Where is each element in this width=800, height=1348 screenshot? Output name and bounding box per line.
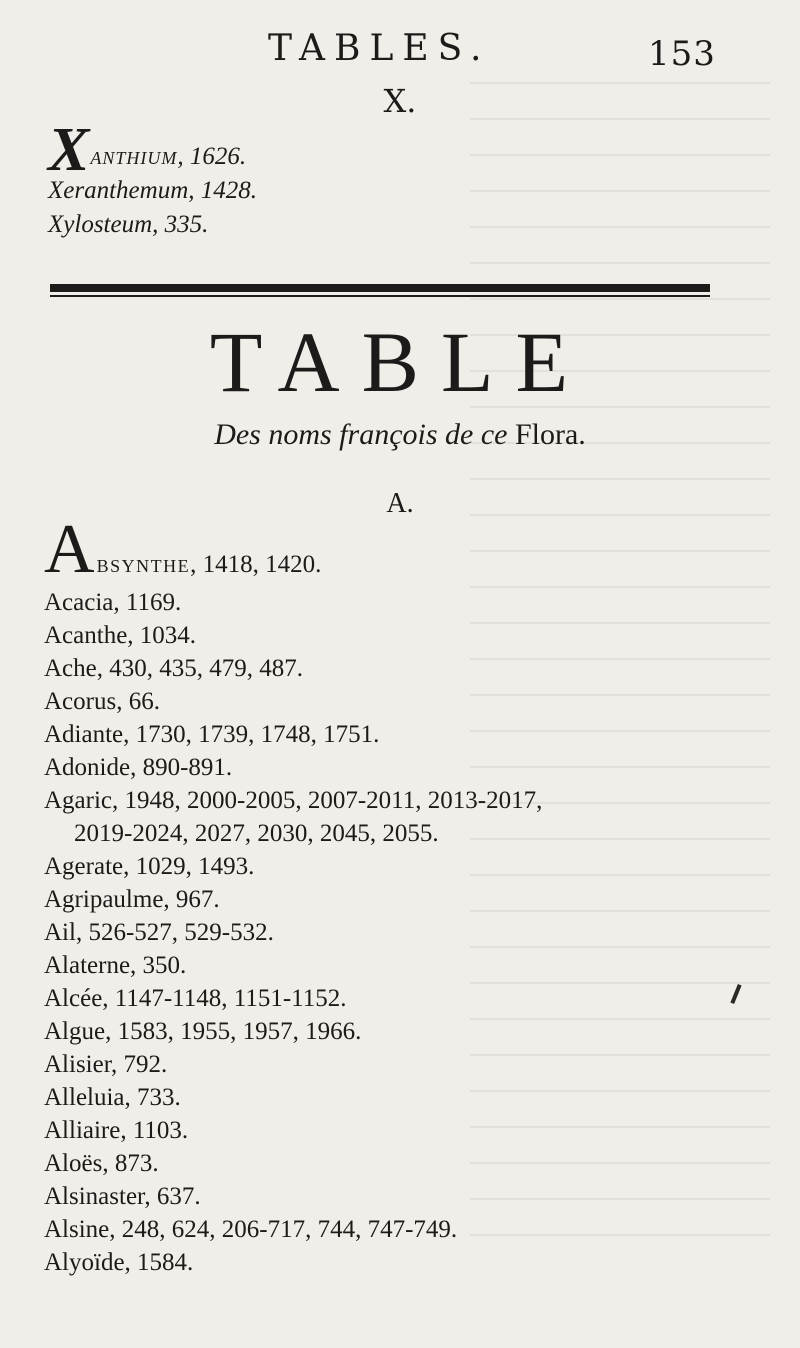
entry-refs: , 1428. [188, 177, 257, 204]
list-item: Alliaire, 1103. [44, 1117, 189, 1144]
list-item: Agerate, 1029, 1493. [44, 853, 255, 880]
list-item: Acacia, 1169. [44, 589, 182, 616]
entry-name: Xylosteum [48, 211, 153, 238]
list-item: Ail, 526-527, 529-532. [44, 919, 274, 946]
x-entry [48, 174, 257, 208]
list-item: Adonide, 890-891. [44, 754, 233, 781]
table-title: TABLE [209, 314, 591, 410]
list-item: Adiante, 1730, 1739, 1748, 1751. [44, 721, 380, 748]
entry-name: Xeranthemum [48, 177, 189, 204]
list-item: Alsine, 248, 624, 206-717, 744, 747-749. [44, 1216, 458, 1243]
entry-refs: , 335. [152, 211, 209, 238]
list-item: Algue, 1583, 1955, 1957, 1966. [44, 1018, 362, 1045]
entry-refs: , 1418, 1420. [190, 551, 322, 578]
list-item: Alcée, 1147-1148, 1151-1152. [44, 985, 347, 1012]
list-item-continuation: 2019-2024, 2027, 2030, 2045, 2055. [74, 820, 439, 847]
drop-cap: X [48, 116, 90, 184]
x-entry [48, 208, 257, 242]
list-item: Agripaulme, 967. [44, 886, 220, 913]
x-entry [48, 116, 257, 184]
list-item: Alyoïde, 1584. [44, 1249, 194, 1276]
table-subtitle [0, 418, 800, 452]
list-item [44, 511, 764, 588]
double-rule-divider [50, 284, 710, 298]
page-number: 153 [648, 34, 716, 74]
list-item: Alisier, 792. [44, 1051, 168, 1078]
entry-name: anthium [90, 143, 178, 170]
list-item: Acorus, 66. [44, 688, 160, 715]
thick-rule [50, 284, 710, 292]
subtitle-italic: Des noms françois de ce [214, 418, 508, 451]
thin-rule [50, 295, 710, 297]
section-letter-a: A. [386, 488, 414, 519]
list-item: Ache, 430, 435, 479, 487. [44, 655, 303, 682]
entry-name: bsynthe [96, 551, 191, 578]
list-item: Acanthe, 1034. [44, 622, 197, 649]
list-item: Aloës, 873. [44, 1150, 159, 1177]
subtitle-roman: Flora. [514, 418, 586, 451]
x-entries [48, 116, 257, 242]
list-item: Alleluia, 733. [44, 1084, 181, 1111]
list-item: Alaterne, 350. [44, 952, 187, 979]
index-entries [44, 511, 764, 1279]
drop-cap: A [44, 511, 95, 588]
running-head-title: TABLES. [268, 28, 491, 69]
list-item: Agaric, 1948, 2000-2005, 2007-2011, 2013-2017, [44, 787, 543, 814]
running-head [0, 22, 800, 72]
list-item: Alsinaster, 637. [44, 1183, 201, 1210]
section-letter-x: X. [383, 82, 417, 120]
entry-refs: , 1626. [177, 143, 247, 170]
